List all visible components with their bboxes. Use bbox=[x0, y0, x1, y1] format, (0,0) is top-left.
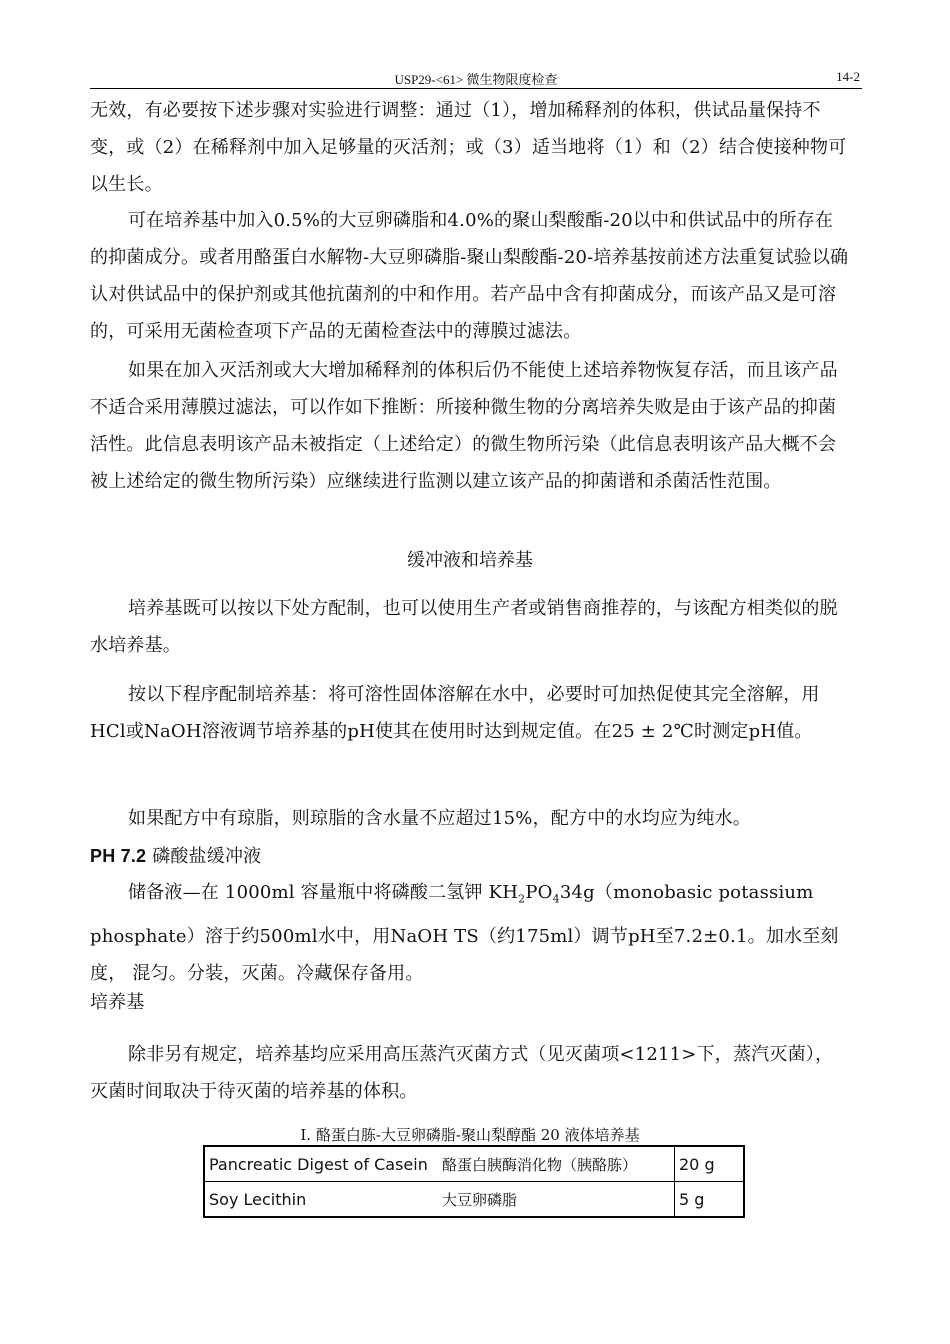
paragraph-1: 无效，有必要按下述步骤对实验进行调整：通过（1），增加稀释剂的体积，供试品量保持不变，或（2）在稀释剂中加入足够量的灭活剂；或（3）适当地将（1）和（2）结合使接种物可以生长。 bbox=[90, 100, 847, 195]
page-number: 14-2 bbox=[836, 69, 860, 84]
paragraph-5: 按以下程序配制培养基：将可溶性固体溶解在水中，必要时可加热促使其完全溶解，用HCl或NaOH溶液调节培养基的pH使其在使用时达到规定值。在25 ± 2℃时测定pH值。 bbox=[90, 684, 820, 742]
paragraph-6: 如果配方中有琼脂，则琼脂的含水量不应超过15%，配方中的水均应为纯水。 bbox=[128, 808, 752, 829]
ingredient-en: Pancreatic Digest of Casein bbox=[204, 1146, 438, 1182]
stock-text-a: 储备液—在 1000ml 容量瓶中将磷酸二氢钾 KH bbox=[128, 882, 519, 903]
table-caption: I. 酪蛋白胨-大豆卵磷脂-聚山梨醇酯 20 液体培养基 bbox=[300, 1126, 640, 1144]
ingredient-en: Soy Lecithin bbox=[204, 1182, 438, 1218]
stock-solution-paragraph bbox=[90, 874, 850, 992]
stock-text-c: 34g（monobasic potassium phosphate）溶于约500ml水中，用NaOH TS（约175ml）调节pH至7.2±0.1。加水至刻度， 混匀。分装，灭菌。冷藏保存备用。 bbox=[90, 882, 839, 984]
ph-label: PH 7.2 bbox=[90, 846, 147, 866]
paragraph-2: 可在培养基中加入0.5%的大豆卵磷脂和4.0%的聚山梨酸酯-20以中和供试品中的所存在的抑菌成分。或者用酪蛋白水解物-大豆卵磷脂-聚山梨酸酯-20-培养基按前述方法重复试验以确认对供试品中的保护剂或其他抗菌剂的中和作用。若产品中含有抑菌成分，而该产品又是可溶的，可采用无菌检查项下产品的无菌检查法中的薄膜过滤法。 bbox=[90, 210, 849, 342]
header-title: USP29-<61> 微生物限度检查 bbox=[394, 72, 558, 87]
ph-heading-text: 磷酸盐缓冲液 bbox=[146, 846, 262, 867]
paragraph-7: 除非另有规定，培养基均应采用高压蒸汽灭菌方式（见灭菌项<1211>下，蒸汽灭菌），灭菌时间取决于待灭菌的培养基的体积。 bbox=[90, 1044, 834, 1102]
paragraph-4: 培养基既可以按以下处方配制，也可以使用生产者或销售商推荐的，与该配方相类似的脱水培养基。 bbox=[90, 598, 838, 656]
paragraph-3: 如果在加入灭活剂或大大增加稀释剂的体积后仍不能使上述培养物恢复存活，而且该产品不适合采用薄膜过滤法，可以作如下推断：所接种微生物的分离培养失败是由于该产品的抑菌活性。此信息表明该产品未被指定（上述给定）的微生物所污染（此信息表明该产品大概不会被上述给定的微生物所污染）应继续进行监测以建立该产品的抑菌谱和杀菌活性范围。 bbox=[90, 360, 838, 492]
ingredient-table bbox=[203, 1145, 745, 1218]
table-row bbox=[204, 1146, 744, 1182]
page-header bbox=[90, 66, 862, 89]
stock-subscript-2: 4 bbox=[552, 892, 560, 906]
ingredient-amount: 5 g bbox=[675, 1182, 745, 1218]
section-heading-media: 培养基 bbox=[90, 992, 145, 1013]
stock-text-b: PO bbox=[525, 882, 553, 903]
stock-subscript-1: 2 bbox=[518, 892, 526, 906]
table-row bbox=[204, 1182, 744, 1218]
section-heading-buffers: 缓冲液和培养基 bbox=[407, 550, 533, 571]
ingredient-cn: 大豆卵磷脂 bbox=[438, 1182, 675, 1218]
ph-buffer-heading bbox=[90, 838, 850, 875]
ingredient-cn: 酪蛋白胰酶消化物（胰酪胨） bbox=[438, 1146, 675, 1182]
ingredient-amount: 20 g bbox=[675, 1146, 745, 1182]
